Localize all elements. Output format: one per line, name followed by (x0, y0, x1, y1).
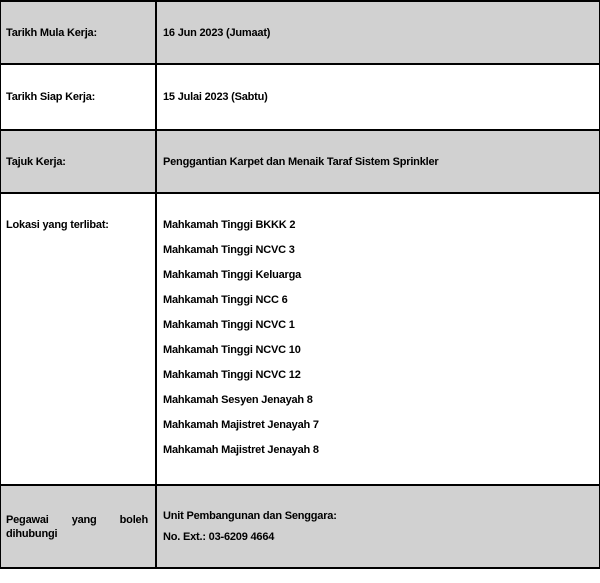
start-date-value-cell (157, 2, 599, 63)
start-date-label: Tarikh Mula Kerja: (6, 26, 97, 39)
start-date-label-cell (1, 2, 157, 63)
end-date-value-cell (157, 65, 599, 129)
location-item: Mahkamah Majistret Jenayah 7 (163, 419, 319, 431)
location-item: Mahkamah Majistret Jenayah 8 (163, 444, 319, 456)
work-title-label: Tajuk Kerja: (6, 155, 66, 168)
table-row-end-date (1, 65, 599, 131)
work-title-label-cell (1, 131, 157, 192)
table-row-locations (1, 194, 599, 486)
location-item: Mahkamah Tinggi NCVC 10 (163, 344, 301, 356)
start-date-value: 16 Jun 2023 (Jumaat) (163, 26, 271, 39)
contact-unit: Unit Pembangunan dan Senggara: (163, 510, 337, 522)
location-list (163, 213, 591, 463)
table-row-contact-officer (1, 486, 599, 569)
location-item: Mahkamah Tinggi NCVC 1 (163, 319, 295, 331)
contact-officer-value-cell (157, 486, 599, 567)
work-title-value: Penggantian Karpet dan Menaik Taraf Sistem Sprinkler (163, 155, 439, 168)
location-item: Mahkamah Tinggi NCVC 3 (163, 244, 295, 256)
table-row-start-date (1, 2, 599, 65)
end-date-label-cell (1, 65, 157, 129)
location-item: Mahkamah Sesyen Jenayah 8 (163, 394, 313, 406)
locations-value-cell (157, 194, 599, 484)
locations-label-cell (1, 194, 157, 484)
contact-extension: No. Ext.: 03-6209 4664 (163, 531, 275, 543)
end-date-value: 15 Julai 2023 (Sabtu) (163, 91, 268, 103)
contact-officer-label-cell (1, 486, 157, 567)
work-title-value-cell (157, 131, 599, 192)
locations-label: Lokasi yang terlibat: (6, 219, 109, 231)
location-item: Mahkamah Tinggi BKKK 2 (163, 219, 296, 231)
end-date-label: Tarikh Siap Kerja: (6, 91, 96, 103)
table-row-work-title (1, 131, 599, 194)
location-item: Mahkamah Tinggi NCC 6 (163, 294, 288, 306)
location-item: Mahkamah Tinggi NCVC 12 (163, 369, 301, 381)
location-item: Mahkamah Tinggi Keluarga (163, 269, 302, 281)
contact-officer-label: Pegawai yang boleh dihubungi (6, 513, 148, 540)
